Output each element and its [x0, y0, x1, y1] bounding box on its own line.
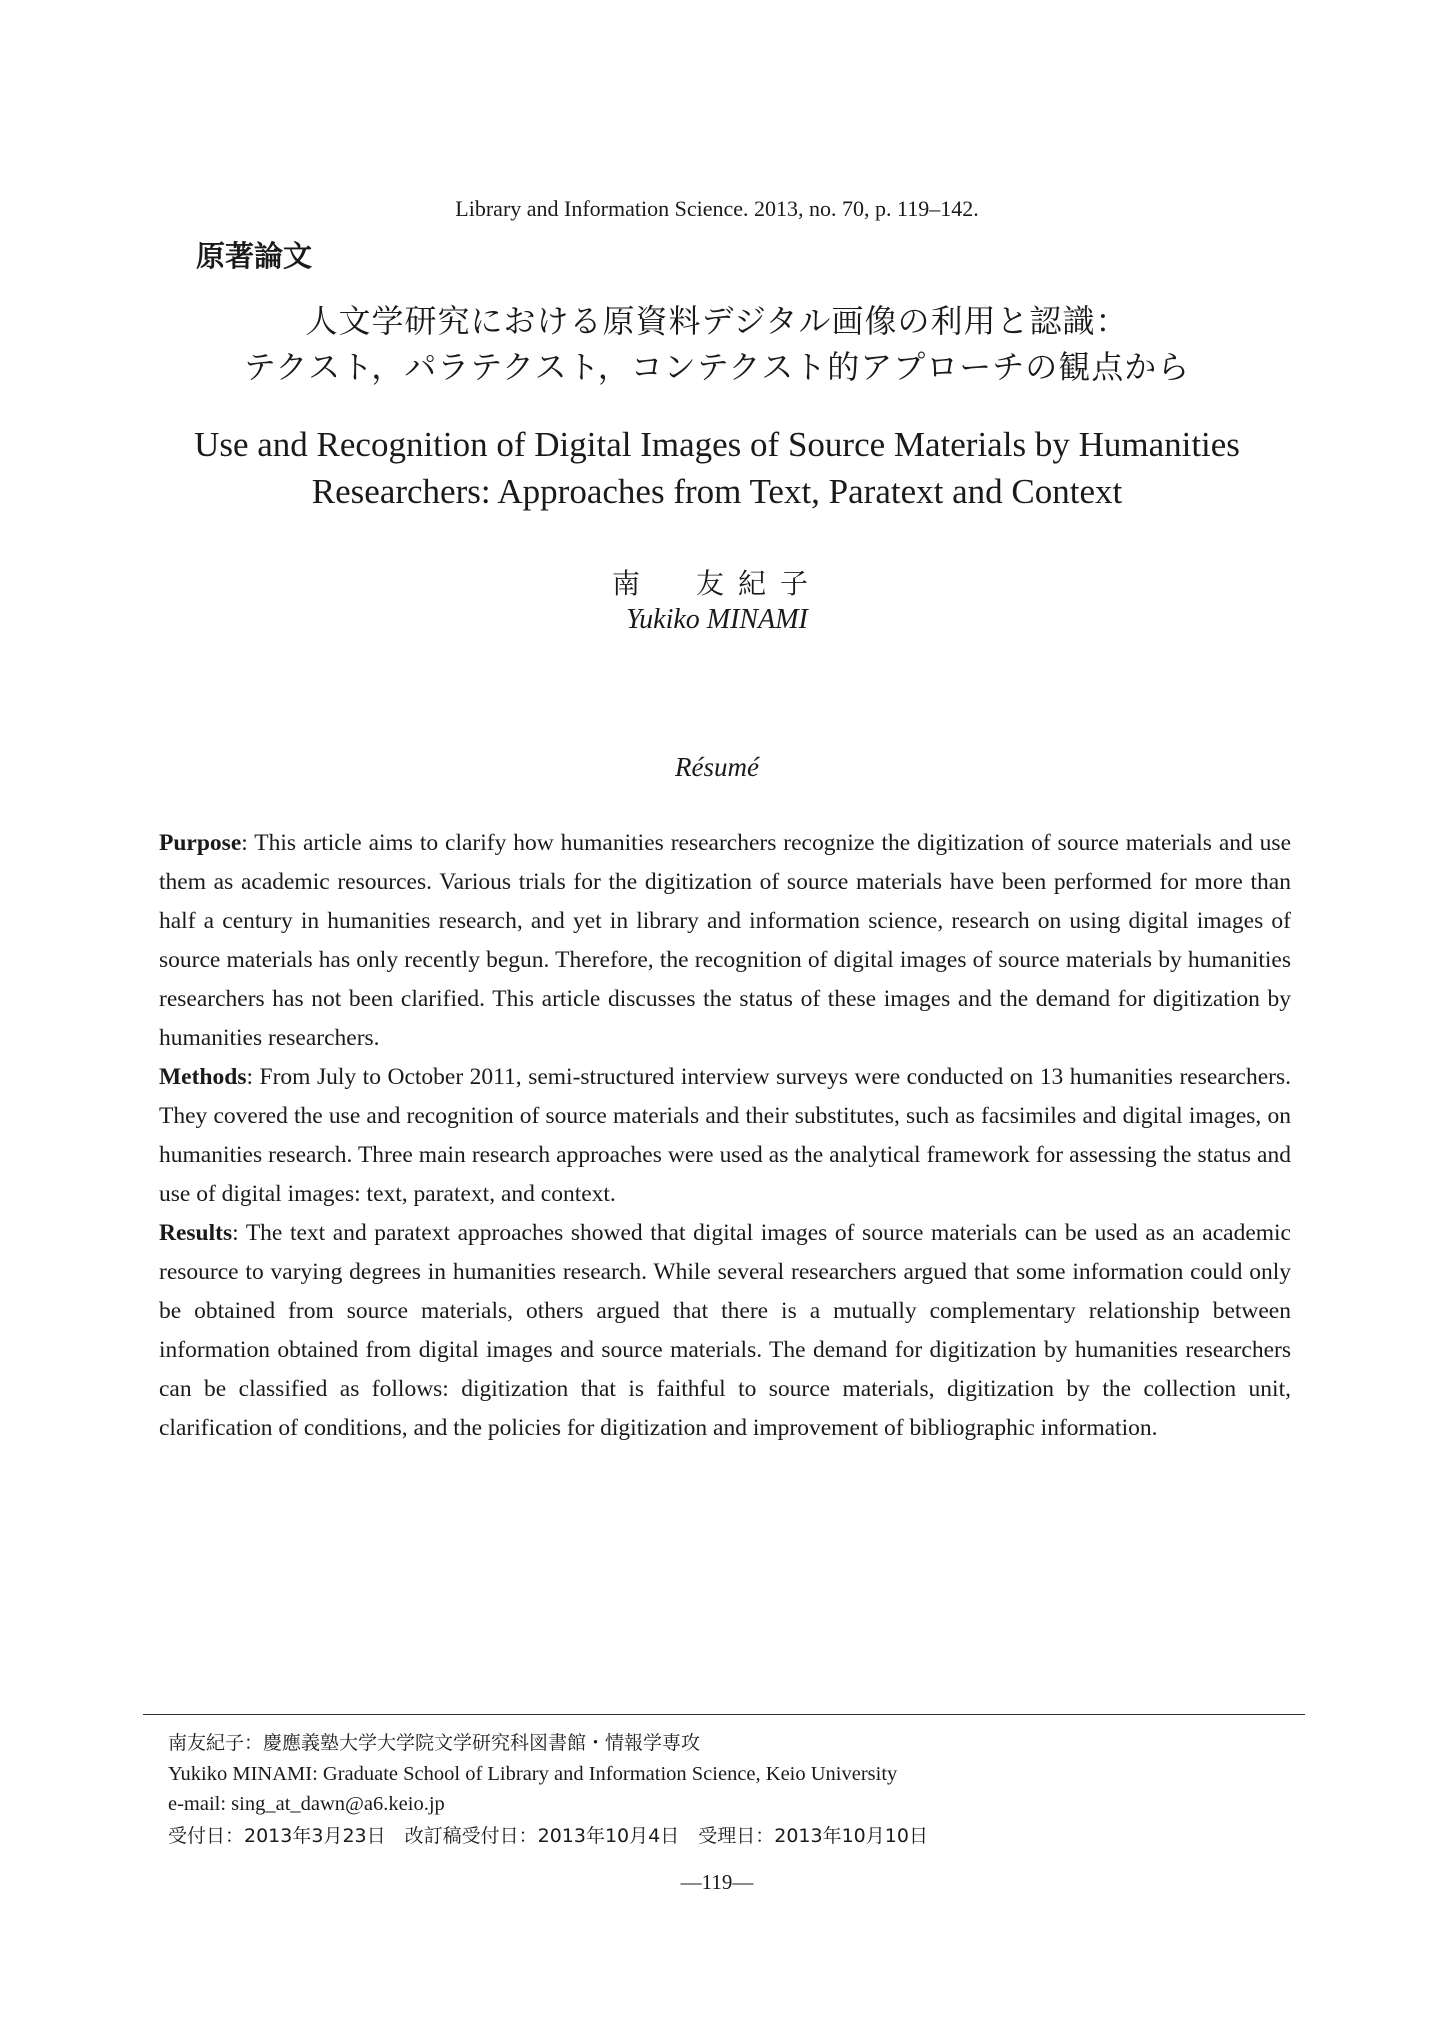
author-email: e-mail: sing_at_dawn@a6.keio.jp — [168, 1793, 445, 1815]
section-text: : This article aims to clarify how humanities researchers recognize the digitization of source materials and use them as academic resources. Various trials for the digitization of source materials have been performed for more than half a century in humanities research, and yet in library and information science, research on using digital images of source materials has only recently begun. Therefore, the recognition of digital images of source materials by humanities researchers has not been clarified. This article discusses the status of these images and the demand for digitization by humanities researchers. — [159, 830, 1291, 1051]
footnote-divider — [143, 1714, 1305, 1715]
abstract-results — [159, 1214, 1291, 1448]
japanese-title-line-1: 人文学研究における原資料デジタル画像の利用と認識： — [305, 302, 1129, 340]
abstract-heading: Résumé — [675, 752, 759, 782]
affiliation-japanese: 南友紀子：慶應義塾大学大学院文学研究科図書館・情報学専攻 — [168, 1732, 701, 1754]
abstract-methods — [159, 1058, 1291, 1214]
section-label: Methods — [159, 1064, 247, 1090]
journal-citation: Library and Information Science. 2013, no. 70, p. 119–142. — [455, 196, 979, 221]
page-number: —119— — [680, 1870, 754, 1894]
abstract-purpose — [159, 824, 1291, 1058]
english-title-line-1: Use and Recognition of Digital Images of Source Materials by Humanities — [194, 425, 1240, 464]
affiliation-english: Yukiko MINAMI: Graduate School of Library and Information Science, Keio University — [168, 1763, 898, 1785]
section-text: : From July to October 2011, semi-structured interview surveys were conducted on 13 humanities researchers. They covered the use and recognition of source materials and their substitutes, such as facsimiles and digital images, on humanities research. Three main research approaches were used as the analytical framework for assessing the status and use of digital images: text, paratext, and context. — [159, 1064, 1291, 1207]
section-text: : The text and paratext approaches showed that digital images of source materials can be used as an academic resource to varying degrees in humanities research. While several researchers argued that some information could only be obtained from source materials, others argued that there is a mutually complementary relationship between information obtained from digital images and source materials. The demand for digitization by humanities researchers can be classified as follows: digitization that is faithful to source materials, digitization by the collection unit, clarification of conditions, and the policies for digitization and improvement of bibliographic information. — [159, 1220, 1291, 1441]
section-label: Results — [159, 1220, 233, 1246]
author-name-english: Yukiko MINAMI — [626, 604, 808, 635]
section-label: Purpose — [159, 830, 242, 856]
japanese-title-line-2: テクスト，パラテクスト，コンテクスト的アプローチの観点から — [243, 348, 1191, 386]
author-name-japanese: 南 友紀子 — [611, 567, 822, 600]
abstract-body — [159, 824, 1291, 1448]
english-title-line-2: Researchers: Approaches from Text, Paratext and Context — [311, 472, 1123, 511]
submission-dates: 受付日：2013年3月23日 改訂稿受付日：2013年10月4日 受理日：2013年10月10日 — [168, 1825, 928, 1847]
article-category: 原著論文 — [196, 239, 313, 273]
